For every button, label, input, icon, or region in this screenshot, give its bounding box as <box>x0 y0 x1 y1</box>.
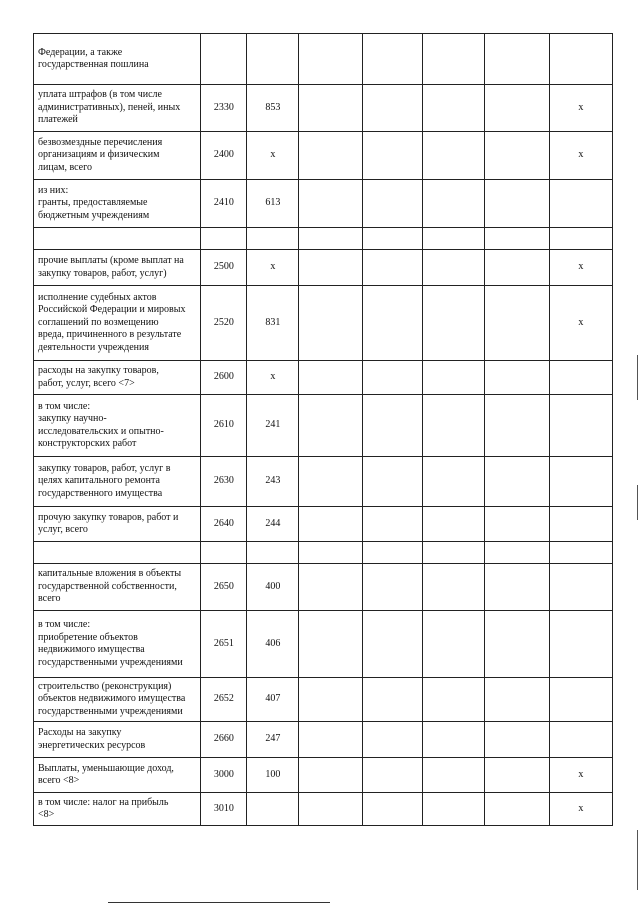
row-mark-cell: x <box>549 758 612 793</box>
empty-cell <box>299 611 362 678</box>
row-code-cell: 2410 <box>201 180 247 228</box>
empty-cell <box>422 228 484 250</box>
empty-cell <box>422 286 484 361</box>
empty-cell <box>484 361 549 395</box>
row-kbk-cell: 613 <box>247 180 299 228</box>
row-mark-cell <box>549 228 612 250</box>
table-row <box>34 132 613 180</box>
empty-cell <box>484 507 549 542</box>
table-row <box>34 542 613 564</box>
table-row <box>34 793 613 826</box>
table-row <box>34 507 613 542</box>
row-mark-cell <box>549 542 612 564</box>
footnote-separator <box>108 902 330 903</box>
empty-cell <box>299 457 362 507</box>
row-kbk-cell <box>247 542 299 564</box>
row-code-cell: 2500 <box>201 250 247 286</box>
table-row <box>34 180 613 228</box>
row-mark-cell <box>549 361 612 395</box>
empty-cell <box>362 361 422 395</box>
empty-cell <box>422 678 484 722</box>
empty-cell <box>484 286 549 361</box>
row-kbk-cell: 400 <box>247 564 299 611</box>
row-code-cell <box>201 542 247 564</box>
empty-cell <box>299 542 362 564</box>
row-kbk-cell: 853 <box>247 85 299 132</box>
empty-cell <box>422 507 484 542</box>
row-code-cell: 2650 <box>201 564 247 611</box>
empty-cell <box>484 678 549 722</box>
row-name-cell: безвозмездные перечисления организациям и физическим лицам, всего <box>34 132 201 180</box>
row-code-cell: 3010 <box>201 793 247 826</box>
empty-cell <box>362 793 422 826</box>
empty-cell <box>299 286 362 361</box>
row-mark-cell <box>549 678 612 722</box>
row-kbk-cell: 100 <box>247 758 299 793</box>
row-kbk-cell: 831 <box>247 286 299 361</box>
empty-cell <box>422 132 484 180</box>
empty-cell <box>299 34 362 85</box>
row-mark-cell <box>549 507 612 542</box>
row-kbk-cell: x <box>247 132 299 180</box>
row-kbk-cell <box>247 228 299 250</box>
row-name-cell <box>34 542 201 564</box>
table-row <box>34 758 613 793</box>
empty-cell <box>362 457 422 507</box>
table-row <box>34 722 613 758</box>
empty-cell <box>299 758 362 793</box>
empty-cell <box>362 758 422 793</box>
empty-cell <box>362 286 422 361</box>
empty-cell <box>299 395 362 457</box>
financial-plan-table <box>33 33 613 826</box>
row-mark-cell <box>549 722 612 758</box>
row-code-cell: 2600 <box>201 361 247 395</box>
row-mark-cell: x <box>549 250 612 286</box>
empty-cell <box>362 678 422 722</box>
row-kbk-cell: 243 <box>247 457 299 507</box>
row-name-cell: строительство (реконструкция) объектов недвижимого имущества государственными учреждениями <box>34 678 201 722</box>
empty-cell <box>299 180 362 228</box>
row-code-cell: 2400 <box>201 132 247 180</box>
empty-cell <box>299 678 362 722</box>
row-mark-cell: x <box>549 286 612 361</box>
row-code-cell <box>201 228 247 250</box>
row-name-cell: Выплаты, уменьшающие доход, всего <8> <box>34 758 201 793</box>
row-code-cell: 2652 <box>201 678 247 722</box>
row-kbk-cell: 244 <box>247 507 299 542</box>
row-name-cell: расходы на закупку товаров, работ, услуг, всего <7> <box>34 361 201 395</box>
empty-cell <box>362 34 422 85</box>
row-name-cell: в том числе: приобретение объектов недвижимого имущества государственными учреждениями <box>34 611 201 678</box>
empty-cell <box>362 611 422 678</box>
empty-cell <box>299 132 362 180</box>
empty-cell <box>422 395 484 457</box>
empty-cell <box>484 542 549 564</box>
table-row <box>34 611 613 678</box>
empty-cell <box>362 542 422 564</box>
table-row <box>34 250 613 286</box>
empty-cell <box>362 250 422 286</box>
row-mark-cell: x <box>549 132 612 180</box>
table-row <box>34 34 613 85</box>
row-mark-cell <box>549 611 612 678</box>
empty-cell <box>422 542 484 564</box>
empty-cell <box>484 722 549 758</box>
empty-cell <box>422 793 484 826</box>
row-code-cell: 2651 <box>201 611 247 678</box>
table-row <box>34 457 613 507</box>
row-kbk-cell: 247 <box>247 722 299 758</box>
row-kbk-cell: 407 <box>247 678 299 722</box>
table-body <box>34 34 613 826</box>
empty-cell <box>484 180 549 228</box>
row-mark-cell <box>549 457 612 507</box>
row-code-cell: 2330 <box>201 85 247 132</box>
empty-cell <box>362 395 422 457</box>
empty-cell <box>484 395 549 457</box>
empty-cell <box>484 250 549 286</box>
table-row <box>34 286 613 361</box>
table-row <box>34 395 613 457</box>
empty-cell <box>484 564 549 611</box>
empty-cell <box>362 132 422 180</box>
row-mark-cell <box>549 395 612 457</box>
table-row <box>34 228 613 250</box>
empty-cell <box>299 250 362 286</box>
table-row <box>34 85 613 132</box>
scan-edge-mark <box>637 830 638 890</box>
empty-cell <box>362 564 422 611</box>
empty-cell <box>422 457 484 507</box>
row-name-cell: капитальные вложения в объекты государственной собственности, всего <box>34 564 201 611</box>
row-code-cell: 2630 <box>201 457 247 507</box>
empty-cell <box>362 85 422 132</box>
row-name-cell: прочие выплаты (кроме выплат на закупку товаров, работ, услуг) <box>34 250 201 286</box>
row-name-cell: в том числе: налог на прибыль <8> <box>34 793 201 826</box>
empty-cell <box>299 85 362 132</box>
row-name-cell: Федерации, а также государственная пошлина <box>34 34 201 85</box>
scan-edge-mark <box>637 485 638 520</box>
empty-cell <box>422 250 484 286</box>
empty-cell <box>484 457 549 507</box>
row-name-cell: в том числе: закупку научно- исследовательских и опытно- конструкторских работ <box>34 395 201 457</box>
row-kbk-cell: 241 <box>247 395 299 457</box>
empty-cell <box>484 228 549 250</box>
empty-cell <box>422 34 484 85</box>
empty-cell <box>299 361 362 395</box>
empty-cell <box>422 611 484 678</box>
empty-cell <box>484 34 549 85</box>
row-kbk-cell: x <box>247 361 299 395</box>
row-name-cell: Расходы на закупку энергетических ресурсов <box>34 722 201 758</box>
empty-cell <box>484 85 549 132</box>
table-row <box>34 361 613 395</box>
empty-cell <box>484 132 549 180</box>
table-row <box>34 564 613 611</box>
row-code-cell: 2520 <box>201 286 247 361</box>
row-kbk-cell: 406 <box>247 611 299 678</box>
empty-cell <box>299 722 362 758</box>
scan-edge-mark <box>637 355 638 400</box>
row-mark-cell: x <box>549 793 612 826</box>
row-mark-cell <box>549 564 612 611</box>
row-code-cell: 2640 <box>201 507 247 542</box>
row-kbk-cell <box>247 34 299 85</box>
empty-cell <box>484 611 549 678</box>
empty-cell <box>362 228 422 250</box>
empty-cell <box>484 758 549 793</box>
empty-cell <box>422 85 484 132</box>
empty-cell <box>422 361 484 395</box>
table-row <box>34 678 613 722</box>
row-kbk-cell <box>247 793 299 826</box>
row-name-cell: из них: гранты, предоставляемые бюджетным учреждениям <box>34 180 201 228</box>
row-code-cell <box>201 34 247 85</box>
empty-cell <box>299 564 362 611</box>
row-name-cell: прочую закупку товаров, работ и услуг, всего <box>34 507 201 542</box>
empty-cell <box>422 180 484 228</box>
row-mark-cell: x <box>549 85 612 132</box>
empty-cell <box>299 228 362 250</box>
empty-cell <box>422 722 484 758</box>
row-kbk-cell: x <box>247 250 299 286</box>
empty-cell <box>362 722 422 758</box>
row-name-cell: закупку товаров, работ, услуг в целях капитального ремонта государственного имущества <box>34 457 201 507</box>
empty-cell <box>422 564 484 611</box>
row-mark-cell <box>549 34 612 85</box>
empty-cell <box>299 507 362 542</box>
empty-cell <box>362 507 422 542</box>
row-mark-cell <box>549 180 612 228</box>
empty-cell <box>484 793 549 826</box>
row-code-cell: 3000 <box>201 758 247 793</box>
empty-cell <box>362 180 422 228</box>
row-name-cell: уплата штрафов (в том числе административных), пеней, иных платежей <box>34 85 201 132</box>
row-name-cell <box>34 228 201 250</box>
empty-cell <box>299 793 362 826</box>
row-code-cell: 2660 <box>201 722 247 758</box>
row-name-cell: исполнение судебных актов Российской Федерации и мировых соглашений по возмещению вреда, причиненного в результате деятельности учреждения <box>34 286 201 361</box>
row-code-cell: 2610 <box>201 395 247 457</box>
empty-cell <box>422 758 484 793</box>
